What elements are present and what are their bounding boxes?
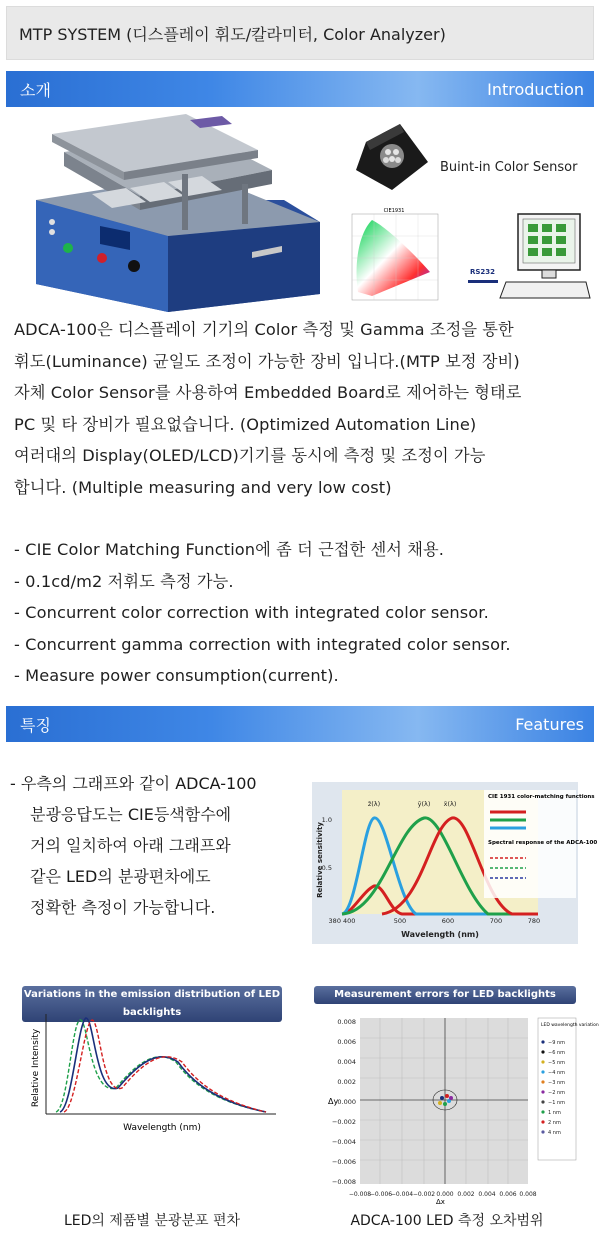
bullet-item: - 0.1cd/m2 저휘도 측정 가능. [14, 571, 234, 591]
feature-line: 같은 LED의 분광편차에도 [30, 867, 211, 886]
y-axis-label: Relative Intensity [31, 1028, 41, 1108]
intro-line: 합니다. (Multiple measuring and very low cost) [14, 477, 392, 497]
x-tick: 0.006 [499, 1191, 517, 1198]
pc-illustration [466, 210, 590, 308]
y-axis-label: Relative sensitivity [316, 822, 324, 898]
y-tick: −0.008 [331, 1178, 356, 1186]
x-tick: −0.002 [412, 1191, 436, 1198]
intro-ko-label: 소개 [20, 80, 51, 100]
curve-label-x: x̄(λ) [443, 800, 457, 808]
color-sensor-illustration [352, 120, 432, 198]
features-section-header [6, 706, 594, 742]
intro-line: PC 및 타 장비가 필요없습니다. (Optimized Automation Line) [14, 414, 477, 434]
x-axis-label: Wavelength (nm) [401, 930, 479, 939]
bullet-item: - CIE Color Matching Function에 좀 더 근접한 센서 채용. [14, 540, 445, 559]
intro-en-label: Introduction [487, 79, 584, 99]
x-axis-label: Δx [436, 1198, 445, 1206]
x-tick: 0.008 [519, 1191, 537, 1198]
y-tick: 0.006 [337, 1038, 356, 1046]
led-emission-chart [26, 1008, 282, 1138]
legend-item: −6 nm [548, 1050, 565, 1056]
features-ko-label: 특징 [20, 715, 51, 735]
y-tick: 0.000 [337, 1098, 356, 1106]
intro-section-header [6, 71, 594, 107]
chart3-caption: ADCA-100 LED 측정 오차범위 [350, 1213, 544, 1229]
feature-line: 분광응답도는 CIE등색함수에 [30, 805, 232, 824]
legend-item: −1 nm [548, 1100, 565, 1106]
legend-item: 2 nm [548, 1120, 561, 1126]
legend-item: −4 nm [548, 1070, 565, 1076]
y-tick: −0.002 [331, 1118, 356, 1126]
bullet-item: - Concurrent color correction with integrated color sensor. [14, 603, 489, 622]
x-tick: −0.006 [369, 1191, 393, 1198]
y-tick: −0.004 [331, 1138, 356, 1146]
legend-item: 1 nm [548, 1110, 561, 1116]
x-tick: 0.002 [457, 1191, 475, 1198]
cie-diagram [344, 206, 444, 310]
feature-line: 정확한 측정이 가능합니다. [30, 898, 216, 917]
legend-item: −2 nm [548, 1090, 565, 1096]
x-tick: 600 [441, 917, 455, 925]
legend-item: −5 nm [548, 1060, 565, 1066]
x-axis-label: Wavelength (nm) [123, 1123, 201, 1133]
legend-item: −3 nm [548, 1080, 565, 1086]
x-tick: 380 400 [328, 917, 356, 925]
chart3-banner: Measurement errors for LED backlights [314, 986, 576, 1004]
curve-label-y: ȳ(λ) [417, 800, 431, 808]
x-tick: 700 [489, 917, 503, 925]
cie-title: CIE1931 [383, 208, 405, 214]
legend-subtitle: Spectral response of the ADCA-100 [488, 840, 598, 846]
x-tick: 0.004 [478, 1191, 496, 1198]
x-tick: 0.000 [436, 1191, 454, 1198]
intro-bullets [14, 534, 592, 692]
page-title-text: MTP SYSTEM (디스플레이 휘도/칼라미터, Color Analyzer) [19, 24, 446, 44]
y-tick: 0.004 [337, 1058, 356, 1066]
bullet-item: - Measure power consumption(current). [14, 666, 339, 685]
y-tick: 0.002 [337, 1078, 356, 1086]
intro-description [14, 314, 592, 503]
y-tick: 0.008 [337, 1018, 356, 1026]
chart2-banner: Variations in the emission distribution of LED backlights [22, 986, 282, 1022]
chart2-caption: LED의 제품별 분광분포 편차 [63, 1213, 241, 1229]
intro-line: ADCA-100은 디스플레이 기기의 Color 측정 및 Gamma 조정을 통한 [14, 320, 514, 339]
page-title [6, 6, 594, 60]
legend-item: 4 nm [548, 1130, 561, 1136]
spectral-response-chart [312, 782, 598, 944]
x-tick: −0.004 [390, 1191, 414, 1198]
led-curve-navy [60, 1018, 266, 1112]
feature-line: - 우측의 그래프와 같이 ADCA-100 [10, 774, 257, 793]
x-tick: 500 [393, 917, 407, 925]
intro-line: 여러대의 Display(OLED/LCD)기기를 동시에 측정 및 조정이 가능 [14, 446, 486, 465]
bullet-item: - Concurrent gamma correction with integrated color sensor. [14, 634, 511, 654]
intro-line: 휘도(Luminance) 균일도 조정이 가능한 장비 입니다.(MTP 보정 장비) [14, 351, 520, 371]
led-curve-green [56, 1020, 266, 1112]
x-tick: 780 [527, 917, 541, 925]
y-tick: −0.006 [331, 1158, 356, 1166]
mtp-device-illustration [22, 112, 332, 317]
feature-line: 거의 일치하여 아래 그래프와 [30, 836, 231, 855]
y-axis-label: Δy [328, 1097, 339, 1106]
rs232-label: RS232 [470, 268, 496, 276]
y-tick: 0.5 [321, 864, 332, 872]
x-tick: −0.008 [348, 1191, 372, 1198]
measurement-error-chart [318, 1010, 599, 1206]
sensor-label: Buint-in Color Sensor [440, 160, 578, 175]
y-tick: 1.0 [321, 816, 332, 824]
intro-line: 자체 Color Sensor를 사용하여 Embedded Board로 제어하는 형태로 [14, 383, 522, 402]
features-en-label: Features [515, 714, 584, 734]
legend-item: −9 nm [548, 1040, 565, 1046]
legend-title: CIE 1931 color-matching functions [488, 794, 595, 800]
features-description [10, 768, 310, 923]
curve-label-z: z̄(λ) [367, 800, 381, 808]
legend-title: LED wavelength variation [541, 1023, 599, 1028]
